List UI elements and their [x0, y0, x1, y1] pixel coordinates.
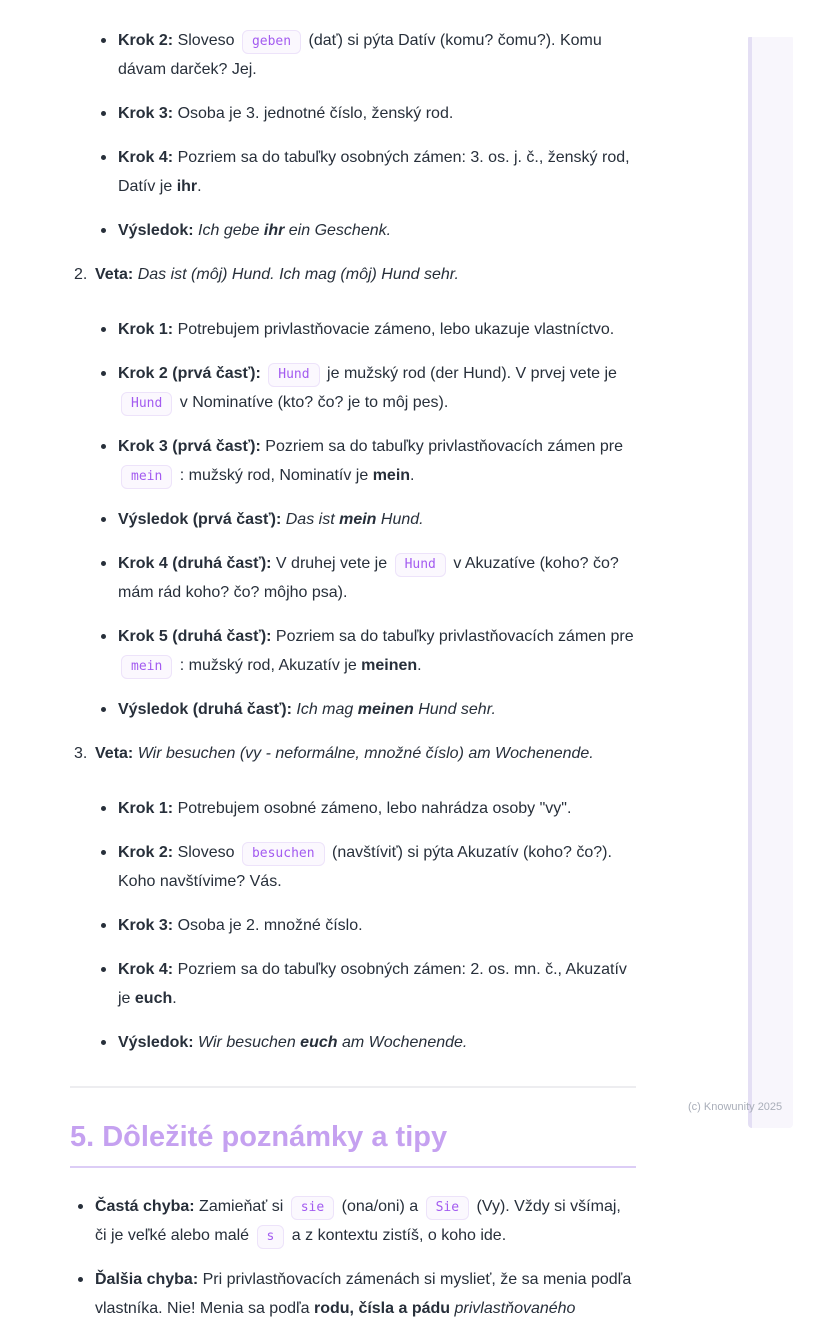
- code-chip: mein: [121, 465, 172, 489]
- text-segment: Osoba je 3. jednotné číslo, ženský rod.: [173, 105, 454, 122]
- text-segment: euch: [134, 990, 173, 1007]
- heading-underline: [70, 1166, 636, 1168]
- text-segment: Potrebujem osobné zámeno, lebo nahrádza osoby "vy".: [173, 800, 572, 817]
- text-segment: Hund sehr.: [413, 701, 496, 718]
- sentence-list: [70, 260, 636, 1057]
- text-segment: Ich mag: [291, 701, 358, 718]
- text-segment: ein Geschenk.: [284, 222, 392, 239]
- tips-list: [70, 1192, 636, 1323]
- text-segment: Potrebujem privlastňovacie zámeno, lebo ukazuje vlastníctvo.: [173, 321, 615, 338]
- text-segment: Krok 2:: [118, 844, 174, 861]
- text-segment: : mužský rod, Akuzatív je: [175, 657, 362, 674]
- step-item: [100, 838, 636, 896]
- step-item: [100, 315, 636, 344]
- scrollbar-track[interactable]: [748, 37, 793, 1128]
- text-segment: am Wochenende.: [337, 1034, 468, 1051]
- text-segment: v Akuzatíve (koho? čo? mám rád koho? čo? môjho psa).: [118, 555, 619, 601]
- copyright-text: (c) Knowunity 2025: [688, 1101, 783, 1113]
- text-segment: Krok 5 (druhá časť):: [118, 628, 272, 645]
- text-segment: Das ist: [281, 511, 340, 528]
- text-segment: Pozriem sa do tabuľky privlastňovacích zámen pre: [271, 628, 634, 645]
- text-segment: Krok 3:: [118, 105, 174, 122]
- text-segment: mein: [372, 467, 411, 484]
- code-chip: Sie: [426, 1196, 469, 1220]
- code-chip: Hund: [395, 553, 446, 577]
- step-item: [100, 432, 636, 490]
- text-segment: Výsledok:: [118, 222, 194, 239]
- text-segment: Krok 3:: [118, 917, 174, 934]
- text-segment: Krok 1:: [118, 800, 174, 817]
- text-segment: je mužský rod (der Hund). V prvej vete je: [322, 365, 617, 382]
- text-segment: euch: [300, 1034, 338, 1051]
- text-segment: Výsledok:: [118, 1034, 194, 1051]
- sentence-group: [70, 739, 636, 1057]
- text-segment: Pri privlastňovacích zámenách si myslieť, že sa menia podľa vlastníka. Nie! Menia sa podľa: [95, 1271, 632, 1317]
- text-segment: Pozriem sa do tabuľky privlastňovacích zámen pre: [260, 438, 623, 455]
- text-segment: Sloveso: [173, 32, 239, 49]
- text-segment: .: [197, 178, 202, 195]
- text-segment: Krok 2 (prvá časť):: [118, 365, 261, 382]
- text-segment: mein: [339, 511, 377, 528]
- text-segment: meinen: [361, 657, 418, 674]
- text-segment: Wir besuchen: [193, 1034, 301, 1051]
- code-chip: geben: [242, 30, 301, 54]
- list-number: 2.: [74, 266, 88, 283]
- text-segment: ihr: [263, 222, 285, 239]
- text-segment: Krok 4:: [118, 961, 174, 978]
- text-segment: : mužský rod, Nominatív je: [175, 467, 373, 484]
- text-segment: privlastňovaného: [454, 1300, 576, 1317]
- text-segment: Častá chyba:: [95, 1198, 195, 1215]
- text-segment: (dať) si pýta Datív (komu? čomu?). Komu dávam darček? Jej.: [118, 32, 602, 78]
- text-segment: Pozriem sa do tabuľky osobných zámen: 3. os. j. č., ženský rod, Datív je: [118, 149, 630, 195]
- text-segment: Krok 3 (prvá časť):: [118, 438, 261, 455]
- text-segment: Ďalšia chyba:: [95, 1271, 199, 1288]
- text-segment: Ich gebe: [193, 222, 264, 239]
- text-segment: Krok 4:: [118, 149, 174, 166]
- code-chip: Hund: [268, 363, 319, 387]
- text-segment: .: [417, 657, 422, 674]
- sentence-lead: [70, 260, 636, 289]
- step-item: [100, 99, 636, 128]
- text-segment: Krok 1:: [118, 321, 174, 338]
- text-segment: (Vy). Vždy si všímaj, či je veľké alebo malé: [95, 1198, 621, 1244]
- text-segment: Krok 4 (druhá časť):: [118, 555, 272, 572]
- text-segment: Sloveso: [173, 844, 239, 861]
- document-content: [70, 26, 636, 1338]
- text-segment: Výsledok (prvá časť):: [118, 511, 282, 528]
- step-item: [100, 359, 636, 417]
- sentence-lead: [70, 739, 636, 768]
- step-item: [100, 911, 636, 940]
- section-heading: 5. Dôležité poznámky a tipy: [70, 1121, 448, 1153]
- text-segment: Výsledok (druhá časť):: [118, 701, 292, 718]
- section-divider: [70, 1086, 636, 1088]
- text-segment: [261, 365, 265, 382]
- text-segment: (ona/oni) a: [337, 1198, 423, 1215]
- text-segment: .: [172, 990, 177, 1007]
- text-segment: Krok 2:: [118, 32, 174, 49]
- sentence-group: [70, 260, 636, 724]
- step-item: [100, 1028, 636, 1057]
- tip-item: [78, 1265, 636, 1323]
- text-segment: Veta:: [95, 745, 134, 762]
- step-item: [100, 143, 636, 201]
- code-chip: sie: [291, 1196, 334, 1220]
- step-list-continued: [70, 26, 636, 245]
- code-chip: besuchen: [242, 842, 325, 866]
- text-segment: rodu, čísla a pádu: [314, 1300, 451, 1317]
- step-item: [100, 955, 636, 1013]
- step-list: [70, 315, 636, 724]
- text-segment: Veta:: [95, 266, 134, 283]
- code-chip: mein: [121, 655, 172, 679]
- step-item: [100, 695, 636, 724]
- text-segment: V druhej vete je: [271, 555, 392, 572]
- step-item: [100, 26, 636, 84]
- text-segment: Zamieňať si: [194, 1198, 288, 1215]
- list-number: 3.: [74, 745, 88, 762]
- text-segment: Pozriem sa do tabuľky osobných zámen: 2. os. mn. č., Akuzatív je: [118, 961, 627, 1007]
- code-chip: Hund: [121, 392, 172, 416]
- text-segment: Das ist (môj) Hund. Ich mag (môj) Hund sehr.: [133, 266, 459, 283]
- step-item: [100, 622, 636, 680]
- text-segment: .: [410, 467, 415, 484]
- text-segment: v Nominatíve (kto? čo? je to môj pes).: [175, 394, 449, 411]
- code-chip: s: [257, 1225, 285, 1249]
- step-item: [100, 794, 636, 823]
- text-segment: Osoba je 2. množné číslo.: [173, 917, 363, 934]
- text-segment: Wir besuchen (vy - neformálne, množné číslo) am Wochenende.: [133, 745, 594, 762]
- step-item: [100, 505, 636, 534]
- text-segment: ihr: [176, 178, 198, 195]
- text-segment: meinen: [357, 701, 414, 718]
- text-segment: Hund.: [376, 511, 424, 528]
- text-segment: a z kontextu zistíš, o koho ide.: [287, 1227, 507, 1244]
- step-item: [100, 549, 636, 607]
- text-segment: (navštíviť) si pýta Akuzatív (koho? čo?). Koho navštívime? Vás.: [118, 844, 612, 890]
- tip-item: [78, 1192, 636, 1250]
- step-list: [70, 794, 636, 1057]
- step-item: [100, 216, 636, 245]
